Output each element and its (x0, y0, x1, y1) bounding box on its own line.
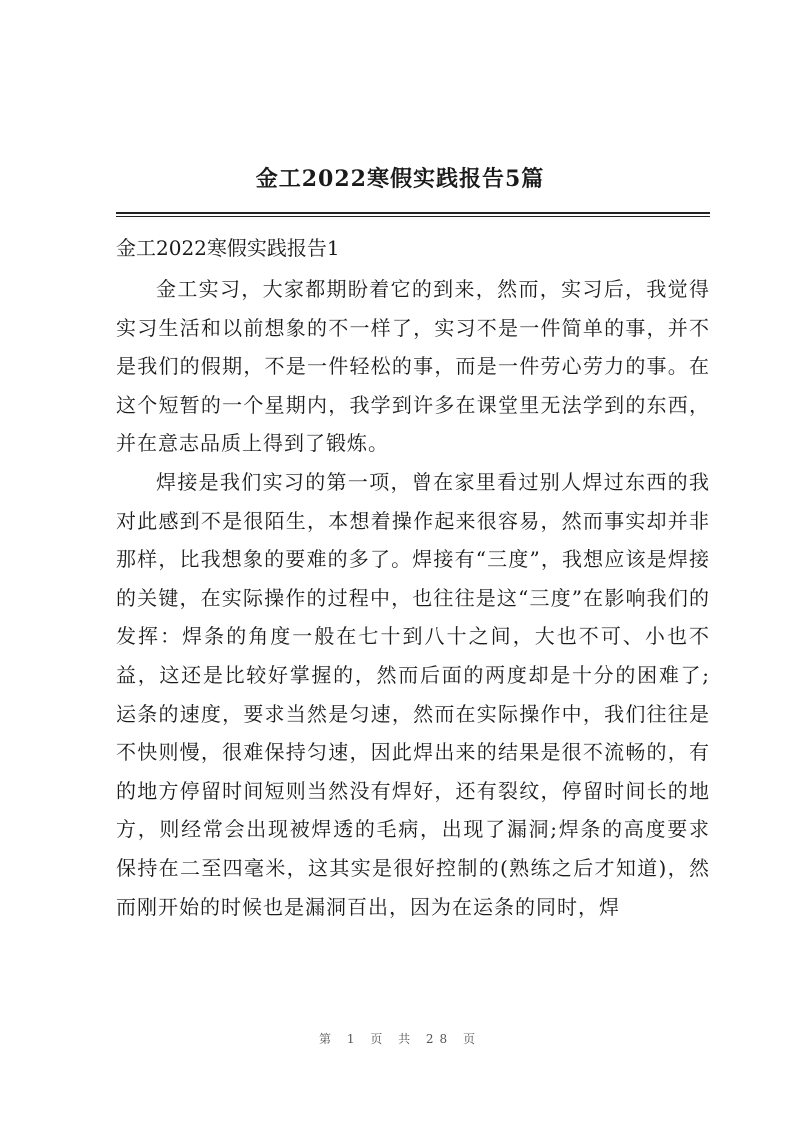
paragraph: 焊接是我们实习的第一项，曾在家里看过别人焊过东西的我对此感到不是很陌生，本想着操作起来很容易，然而事实却并非那样，比我想象的要难的多了。焊接有“三度”，我想应该是焊接的关键，在实际操作的过程中，也往往是这“三度”在影响我们的发挥：焊条的角度一般在七十到八十之间，大也不可、小也不益，这还是比较好掌握的，然而后面的两度却是十分的困难了;运条的速度，要求当然是匀速，然而在实际操作中，我们往往是不快则慢，很难保持匀速，因此焊出来的结果是很不流畅的，有的地方停留时间短则当然没有焊好，还有裂纹，停留时间长的地方，则经常会出现被焊透的毛病，出现了漏洞;焊条的高度要求保持在二至四毫米，这其实是很好控制的(熟练之后才知道)，然而刚开始的时候也是漏洞百出，因为在运条的同时，焊 (116, 469, 710, 919)
paragraph: 金工实习，大家都期盼着它的到来，然而，实习后，我觉得实习生活和以前想象的不一样了，实习不是一件简单的事，并不是我们的假期，不是一件轻松的事，而是一件劳心劳力的事。在这个短暂的一个星期内，我学到许多在课堂里无法学到的东西，并在意志品质上得到了锻炼。 (116, 277, 710, 456)
page-number-footer: 第 1 页 共 28 页 (319, 1032, 481, 1046)
body-text (116, 270, 710, 926)
document-title: 金工2022寒假实践报告5篇 (255, 166, 545, 192)
section-heading: 金工2022寒假实践报告1 (116, 236, 340, 260)
title-divider (116, 212, 710, 217)
